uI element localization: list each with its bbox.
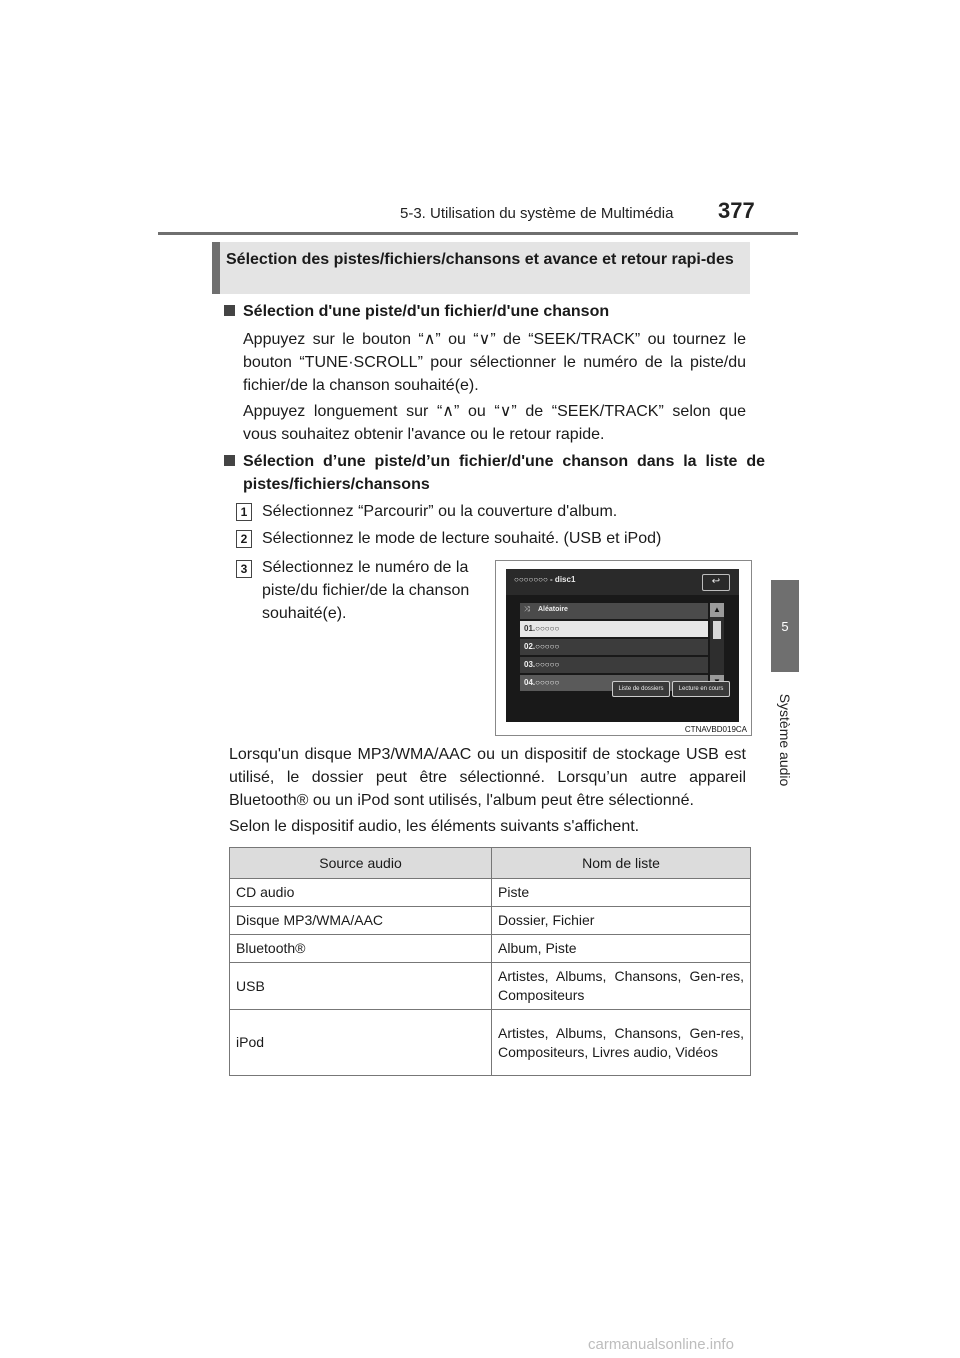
table-cell-source: CD audio <box>230 879 492 907</box>
shuffle-label: Aléatoire <box>538 606 568 613</box>
step-text-2: Sélectionnez le mode de lecture souhaité. (USB et iPod) <box>262 530 662 547</box>
track-row-selected[interactable] <box>520 621 708 637</box>
table-cell-source: Disque MP3/WMA/AAC <box>230 907 492 935</box>
table-header-row <box>230 848 751 879</box>
multimedia-screen <box>506 569 739 722</box>
watermark: carmanualsonline.info <box>588 1336 734 1353</box>
header-rule <box>158 232 798 235</box>
shuffle-row[interactable] <box>520 603 708 619</box>
paragraph-source-selection: Lorsqu'un disque MP3/WMA/AAC ou un dispositif de stockage USB est utilisé, le dossier peut être sélectionné. Lorsqu’un autre appareil Bluetooth® ou un iPod sont utilisés, l'album peut être sélectionné. <box>229 746 746 809</box>
chapter-tab-label <box>771 680 799 800</box>
step-text-3: Sélectionnez le numéro de la piste/du fichier/de la chanson souhaité(e). <box>262 559 470 622</box>
table-row <box>230 907 751 935</box>
chapter-tab-label-text: Système audio <box>777 693 793 787</box>
scroll-up-button[interactable] <box>710 603 724 617</box>
table-cell-source: iPod <box>230 1010 492 1076</box>
page-number: 377 <box>718 198 755 223</box>
screen-illustration <box>495 560 752 736</box>
running-header-section: 5-3. Utilisation du système de Multimédia <box>400 205 674 222</box>
bullet-heading-2 <box>224 450 765 496</box>
section-title-bar <box>212 242 220 294</box>
now-playing-button[interactable]: Lecture en cours <box>672 681 730 697</box>
bullet-heading-1 <box>224 300 750 323</box>
section-title: Sélection des pistes/fichiers/chansons et avance et retour rapi-des <box>226 251 734 268</box>
paragraph-display-intro: Selon le dispositif audio, les éléments suivants s'affichent. <box>229 818 640 835</box>
track-label: 04.○○○○○ <box>524 678 560 687</box>
section-title-box <box>212 242 750 294</box>
step-text-1: Sélectionnez “Parcourir” ou la couverture d'album. <box>262 503 618 520</box>
table-cell-list: Piste <box>492 879 751 907</box>
illustration-code: CTNAVBD019CA <box>684 725 747 734</box>
track-label: 03.○○○○○ <box>524 660 560 669</box>
table-cell-list: Album, Piste <box>492 935 751 963</box>
chapter-tab-number: 5 <box>771 580 799 672</box>
table-cell-list: Dossier, Fichier <box>492 907 751 935</box>
bullet-heading-1-text: Sélection d'une piste/d'un fichier/d'une chanson <box>243 303 610 320</box>
table-cell-source: Bluetooth® <box>230 935 492 963</box>
table-cell-source: USB <box>230 963 492 1010</box>
step-number-1: 1 <box>236 503 252 521</box>
step-number-3: 3 <box>236 560 252 578</box>
screen-title: ○○○○○○○ - disc1 <box>514 575 576 584</box>
back-arrow-icon: ↩ <box>711 576 721 587</box>
track-label: 01.○○○○○ <box>524 624 560 633</box>
table-cell-list: Artistes, Albums, Chansons, Gen-res, Compositeurs <box>492 963 751 1010</box>
bullet-heading-2-text: Sélection d’une piste/d’un fichier/d'une chanson dans la liste de pistes/fichiers/chansons <box>243 453 765 493</box>
scrollbar-thumb[interactable] <box>713 621 721 639</box>
step-number-2: 2 <box>236 530 252 548</box>
bullet1-paragraph-2: Appuyez longuement sur “∧” ou “∨” de “SEEK/TRACK” selon que vous souhaitez obtenir l'avance ou le retour rapide. <box>243 403 746 443</box>
arrow-up-icon: ▲ <box>713 605 721 614</box>
table-row <box>230 879 751 907</box>
table-row <box>230 963 751 1010</box>
folder-list-button[interactable]: Liste de dossiers <box>612 681 670 697</box>
track-row[interactable] <box>520 639 708 655</box>
table-row <box>230 1010 751 1076</box>
shuffle-icon: ⤨ <box>524 606 530 613</box>
table-header-source: Source audio <box>230 848 492 879</box>
audio-source-table <box>229 847 751 1076</box>
bullet1-paragraph-1: Appuyez sur le bouton “∧” ou “∨” de “SEEK/TRACK” ou tournez le bouton “TUNE·SCROLL” pour sélectionner le numéro de la piste/du fichier/de la chanson souhaité(e). <box>243 331 746 394</box>
track-label: 02.○○○○○ <box>524 642 560 651</box>
back-button[interactable] <box>702 574 730 591</box>
table-header-list-name: Nom de liste <box>492 848 751 879</box>
square-bullet-icon <box>224 305 235 316</box>
track-row[interactable] <box>520 657 708 673</box>
table-cell-list: Artistes, Albums, Chansons, Gen-res, Compositeurs, Livres audio, Vidéos <box>492 1010 751 1076</box>
table-row <box>230 935 751 963</box>
square-bullet-icon <box>224 455 235 466</box>
